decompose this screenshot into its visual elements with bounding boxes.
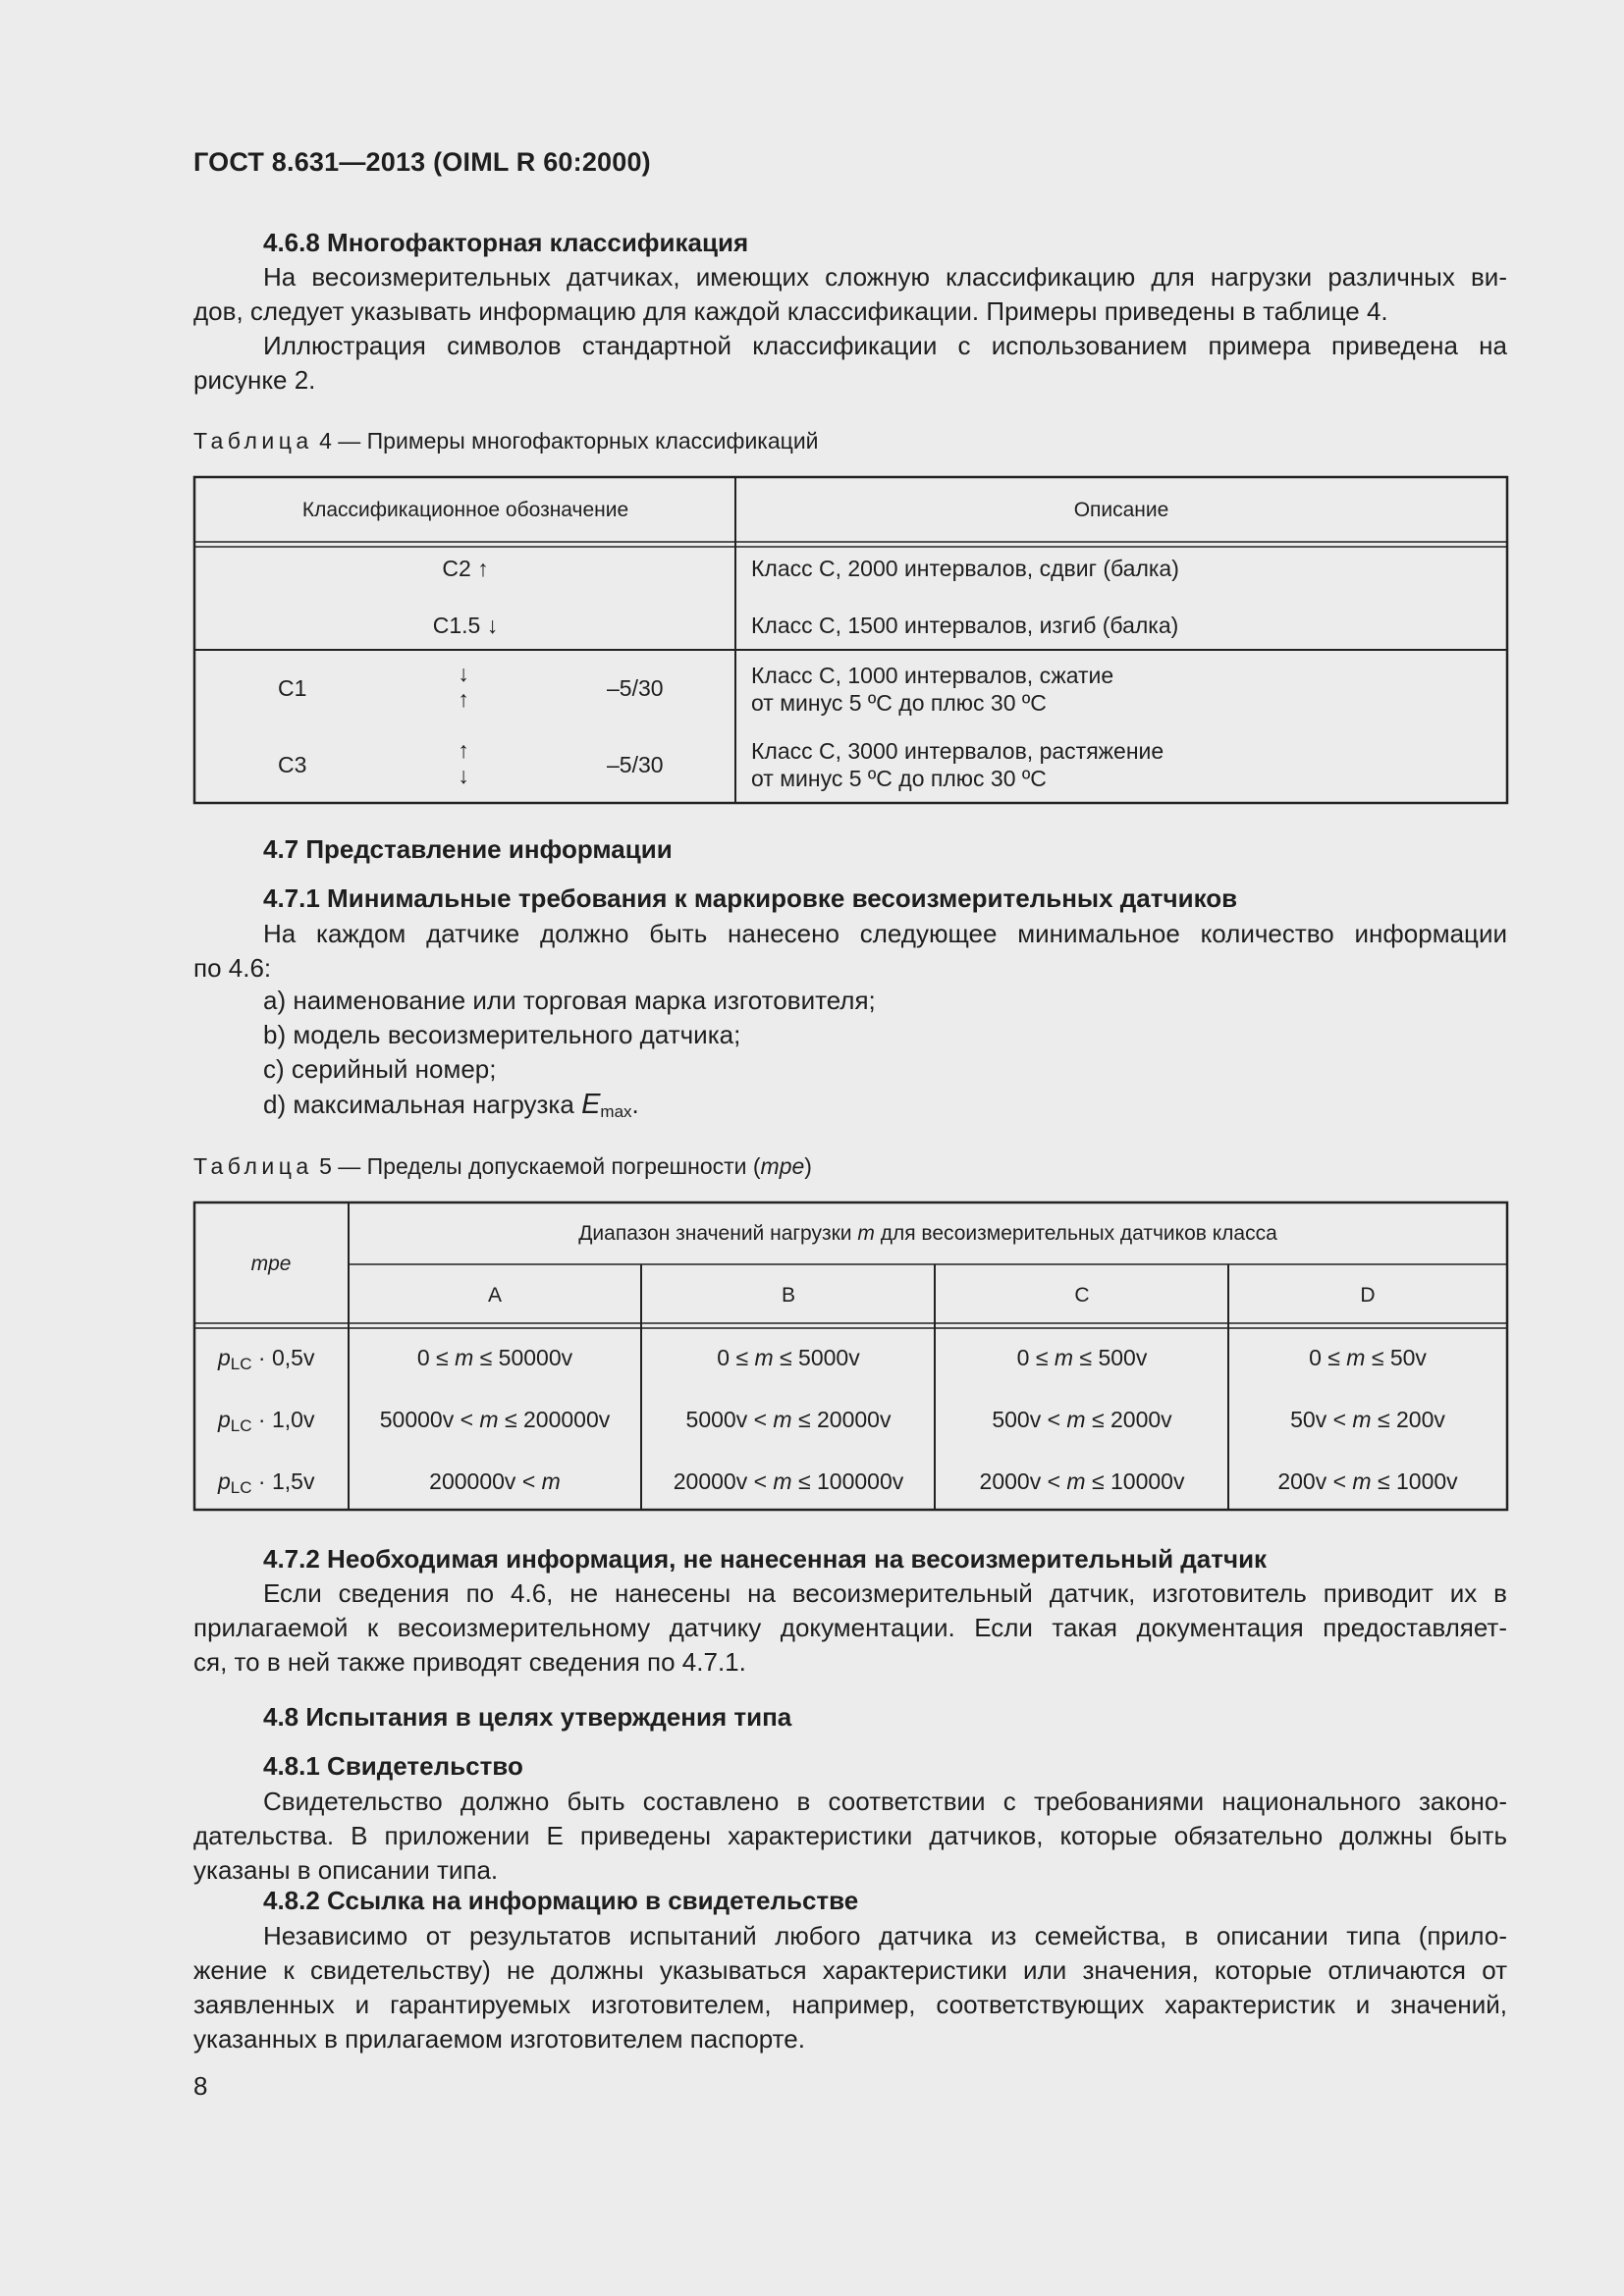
text-span: ≤ 500v (1073, 1345, 1148, 1370)
table-5-row-2-label (218, 1407, 314, 1436)
text-span: ≤ 10000v (1085, 1468, 1185, 1494)
table-5-caption (193, 1153, 812, 1180)
document-header: ГОСТ 8.631—2013 (OIML R 60:2000) (193, 147, 651, 177)
list-item-a: a) наименование или торговая марка изготовителя; (263, 986, 876, 1015)
text-line: Класс C, 1000 интервалов, сжатие (751, 663, 1114, 688)
table-4-row-4-description (751, 737, 1164, 792)
table-5-class-header-c: C (1074, 1284, 1090, 1307)
section-4-7-1-heading: 4.7.1 Минимальные требования к маркировке весоизмерительных датчиков (263, 883, 1238, 913)
table-5-cell (1017, 1345, 1148, 1371)
text-line: Свидетельство должно быть составлено в соответствии с требованиями национального законо- (263, 1787, 1507, 1816)
table-5-class-header-a: A (487, 1284, 503, 1307)
table-5-class-header-d: D (1360, 1284, 1376, 1307)
table-5-cell (417, 1345, 572, 1371)
table-5-cell (686, 1407, 892, 1433)
text-line: ся, то в ней также приводят сведения по 4.7.1. (193, 1647, 746, 1677)
text-span: 5000v < (685, 1407, 774, 1432)
section-4-7-2-paragraph (193, 1576, 1507, 1680)
variable: m (1352, 1468, 1372, 1494)
text-line: Класс C, 3000 интервалов, растяжение (751, 738, 1164, 764)
text-span: 0 ≤ (1016, 1345, 1055, 1370)
subscript: LC (230, 1355, 252, 1373)
text-span: 2000v < (979, 1468, 1067, 1494)
variable: m (773, 1407, 792, 1432)
text-span: Диапазон значений нагрузки (578, 1222, 858, 1245)
variable: m (1066, 1407, 1086, 1432)
table-5-cell (674, 1468, 904, 1495)
text-span: ≤ 200v (1371, 1407, 1445, 1432)
text-line: от минус 5 ºС до плюс 30 ºС (751, 690, 1047, 716)
table-4-row-2-description: Класс C, 1500 интервалов, изгиб (балка) (751, 613, 1179, 638)
section-4-8-heading: 4.8 Испытания в целях утверждения типа (263, 1702, 792, 1732)
section-4-7-1-paragraph (193, 917, 1507, 986)
variable: p (218, 1345, 231, 1370)
text-span: . (631, 1090, 639, 1119)
text-span: 500v < (992, 1407, 1067, 1432)
table-4-row-4-arrows (458, 737, 469, 788)
table-5-row-1-label (218, 1345, 314, 1374)
table-5-cell (380, 1407, 611, 1433)
section-4-6-8-heading: 4.6.8 Многофакторная классификация (263, 228, 749, 257)
section-4-8-1-heading: 4.8.1 Свидетельство (263, 1751, 523, 1781)
variable: m (754, 1345, 774, 1370)
text-line: рисунке 2. (193, 365, 316, 395)
text-span: ≤ 100000v (791, 1468, 904, 1494)
variable: p (218, 1468, 231, 1494)
table-4-row-3-class: C1 (278, 675, 307, 701)
list-item-d (263, 1089, 639, 1122)
section-4-8-2-paragraph (193, 1919, 1507, 2056)
text-span: ≤ 200000v (498, 1407, 611, 1432)
text-span: d) максимальная нагрузка (263, 1090, 582, 1119)
table-5-row-header (251, 1253, 292, 1276)
text-line: по 4.6: (193, 953, 272, 983)
text-line: указанных в прилагаемом изготовителем паспорте. (193, 2024, 805, 2054)
table-4-row-2-code: C1.5 ↓ (432, 613, 499, 638)
caption-text: 4 — Примеры многофакторных классификаций (312, 428, 819, 454)
table-5-cell (980, 1468, 1185, 1495)
text-line: Иллюстрация символов стандартной классификации с использованием примера приведена на (263, 331, 1507, 360)
variable: p (218, 1407, 231, 1432)
variable: m (857, 1222, 875, 1245)
table-5-cell (429, 1468, 561, 1495)
subscript: LC (230, 1478, 252, 1497)
table-5-range-header (578, 1222, 1277, 1246)
table-5-cell (992, 1407, 1171, 1433)
text-line: дов, следует указывать информацию для каждой классификации. Примеры приведены в таблице 4. (193, 296, 1388, 326)
text-line: На весоизмерительных датчиках, имеющих сложную классификацию для нагрузки различных ви- (263, 262, 1507, 292)
variable: m (1066, 1468, 1086, 1494)
table-4-row-3-arrows (458, 661, 469, 712)
section-4-7-heading: 4.7 Представление информации (263, 834, 673, 864)
variable: m (541, 1468, 561, 1494)
caption-label: Таблица (193, 1153, 313, 1179)
text-line: прилагаемой к весоизмерительному датчику документации. Если такая документация предоставляет- (193, 1613, 1507, 1642)
table-4-col-header-description: Описание (1073, 499, 1169, 521)
text-span: 0 ≤ (717, 1345, 755, 1370)
text-span: · 1,0v (251, 1407, 315, 1432)
variable: m (1346, 1345, 1366, 1370)
text-line: жение к свидетельству) не должны указываться характеристики или значения, которые отличаются от (193, 1955, 1507, 1985)
variable: m (1352, 1407, 1372, 1432)
subscript: max (600, 1102, 632, 1121)
text-span: ≤ 5000v (773, 1345, 860, 1370)
table-4-row-1-description: Класс C, 2000 интервалов, сдвиг (балка) (751, 556, 1179, 581)
table-4-row-4-class: C3 (278, 752, 307, 777)
arrow-up-icon: ↑ (458, 686, 469, 712)
variable: mpe (760, 1153, 805, 1179)
text-span: ≤ 50000v (473, 1345, 573, 1370)
text-span: · 1,5v (251, 1468, 315, 1494)
text-span: 200v < (1277, 1468, 1353, 1494)
table-5-cell (1277, 1468, 1457, 1495)
section-4-8-2-heading: 4.8.2 Ссылка на информацию в свидетельстве (263, 1886, 859, 1915)
table-4-col-header-code: Классификационное обозначение (301, 499, 629, 521)
variable: m (479, 1407, 499, 1432)
list-item-c: c) серийный номер; (263, 1054, 497, 1084)
table-4-row-3-temperature: –5/30 (607, 675, 664, 701)
page-number: 8 (193, 2071, 208, 2101)
subscript: LC (230, 1416, 252, 1435)
arrow-down-icon: ↓ (458, 763, 469, 788)
table-5-class-header-b: B (781, 1284, 796, 1307)
text-span: ≤ 1000v (1371, 1468, 1458, 1494)
text-line: заявленных и гарантируемых изготовителем, например, соответствующих характеристик и значений, (193, 1990, 1507, 2019)
text-span: для весоизмерительных датчиков класса (874, 1222, 1277, 1245)
text-span: 0 ≤ (416, 1345, 456, 1370)
section-4-7-2-heading: 4.7.2 Необходимая информация, не нанесенная на весоизмерительный датчик (263, 1544, 1268, 1574)
text-span: 200000v < (429, 1468, 542, 1494)
text-span: ≤ 2000v (1085, 1407, 1172, 1432)
table-4-row-1-code: C2 ↑ (442, 556, 489, 581)
table-5-row-3-label (218, 1468, 314, 1498)
table-5-cell (1309, 1345, 1427, 1371)
text-line: Если сведения по 4.6, не нанесены на весоизмерительный датчик, изготовитель приводит их в (263, 1578, 1507, 1608)
text-line: Независимо от результатов испытаний любого датчика из семейства, в описании типа (прило- (263, 1921, 1507, 1950)
section-4-8-1-paragraph (193, 1785, 1507, 1888)
caption-text: 5 — Пределы допускаемой погрешности ( (312, 1153, 761, 1179)
variable: m (773, 1468, 792, 1494)
arrow-up-icon: ↑ (458, 737, 469, 763)
text-span: ≤ 20000v (791, 1407, 892, 1432)
text-line: дательства. В приложении Е приведены характеристики датчиков, которые обязательно должны быть (193, 1821, 1507, 1850)
text-span: 50000v < (379, 1407, 480, 1432)
caption-label: Таблица (193, 428, 313, 454)
text-span: 50v < (1290, 1407, 1353, 1432)
text-span: 0 ≤ (1309, 1345, 1347, 1370)
variable: E (581, 1089, 601, 1120)
arrow-down-icon: ↓ (458, 661, 469, 686)
table-4-row-3-description (751, 662, 1113, 717)
table-4-row-4-temperature: –5/30 (607, 752, 664, 777)
text-line: На каждом датчике должно быть нанесено следующее минимальное количество информации (263, 919, 1507, 948)
text-span: · 0,5v (251, 1345, 315, 1370)
variable: m (1054, 1345, 1074, 1370)
table-5-cell (1290, 1407, 1445, 1433)
list-item-b: b) модель весоизмерительного датчика; (263, 1020, 741, 1049)
caption-text: ) (804, 1153, 812, 1179)
variable: m (455, 1345, 474, 1370)
text-span: 20000v < (673, 1468, 774, 1494)
text-span: ≤ 50v (1365, 1345, 1427, 1370)
table-5-cell (717, 1345, 859, 1371)
text-line: указаны в описании типа. (193, 1855, 499, 1885)
text-line: от минус 5 ºС до плюс 30 ºС (751, 766, 1047, 791)
variable: mpe (250, 1253, 292, 1275)
